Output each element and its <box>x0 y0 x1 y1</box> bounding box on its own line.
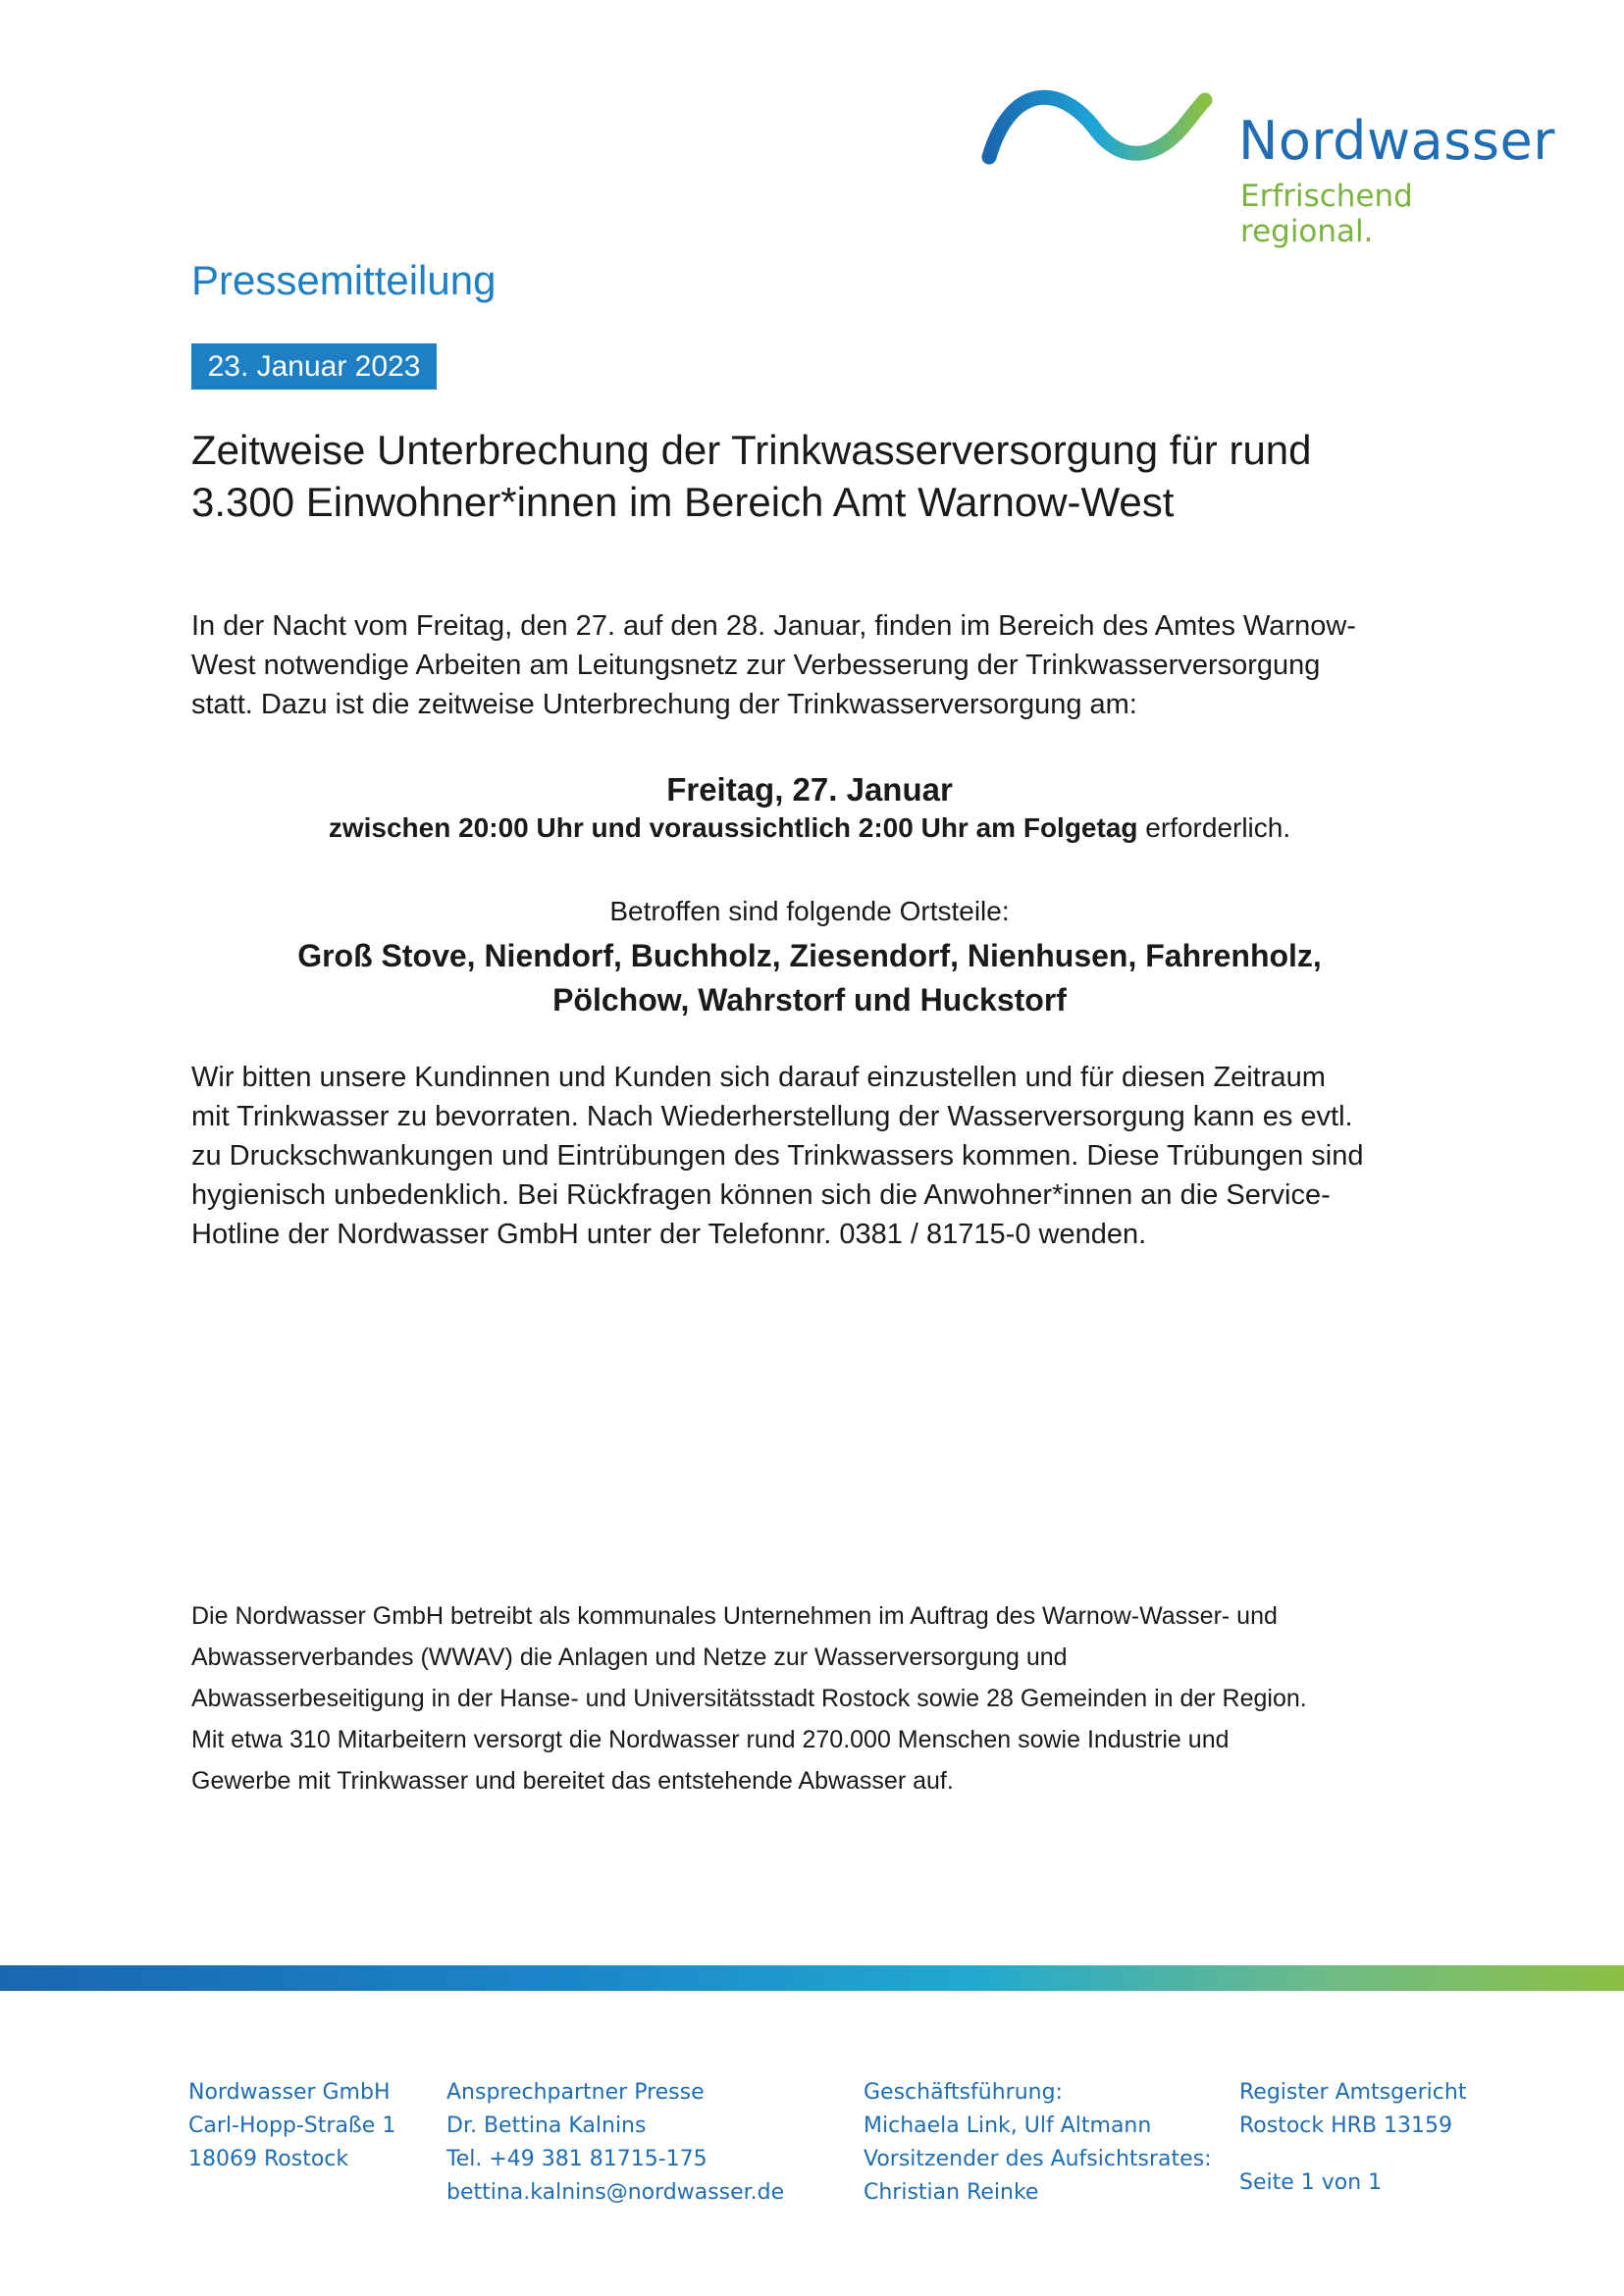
wave-logo-icon <box>981 88 1217 177</box>
interruption-time-rest: erforderlich. <box>1137 812 1291 843</box>
notice-line: mit Trinkwasser zu bevorraten. Nach Wiederherstellung der Wasserversorgung kann es evtl. <box>191 1101 1353 1132</box>
company-info-line: Abwasserbeseitigung in der Hanse- und Universitätsstadt Rostock sowie 28 Gemeinden in der Region. <box>191 1685 1307 1712</box>
footer-line: Dr. Bettina Kalnins <box>446 2113 647 2138</box>
footer-line: Tel. +49 381 81715-175 <box>446 2147 707 2171</box>
notice-line: Wir bitten unsere Kundinnen und Kunden sich darauf einzustellen und für diesen Zeitraum <box>191 1062 1326 1093</box>
intro-line: West notwendige Arbeiten am Leitungsnetz zur Verbesserung der Trinkwasserversorgung <box>191 650 1321 681</box>
intro-line: In der Nacht vom Freitag, den 27. auf den 28. Januar, finden im Bereich des Amtes Warnow- <box>191 610 1356 642</box>
affected-places <box>191 934 1428 1022</box>
brand-name: Nordwasser <box>1238 110 1555 172</box>
company-info-line: Die Nordwasser GmbH betreibt als kommunales Unternehmen im Auftrag des Warnow-Wasser- und <box>191 1602 1278 1630</box>
headline-line: 3.300 Einwohner*innen im Bereich Amt Warnow-West <box>191 479 1175 525</box>
footer-gradient-bar <box>0 1965 1624 1991</box>
footer-email-link[interactable]: bettina.kalnins@nordwasser.de <box>446 2180 785 2205</box>
footer-line: Register Amtsgericht <box>1239 2080 1467 2105</box>
places-line: Groß Stove, Niendorf, Buchholz, Ziesendorf, Nienhusen, Fahrenholz, <box>297 938 1322 973</box>
company-info-line: Mit etwa 310 Mitarbeitern versorgt die Nordwasser rund 270.000 Menschen sowie Industrie und <box>191 1726 1230 1753</box>
affected-label: Betroffen sind folgende Ortsteile: <box>609 896 1010 926</box>
footer-line: Vorsitzender des Aufsichtsrates: <box>864 2147 1212 2171</box>
notice-line: zu Druckschwankungen und Eintrübungen des Trinkwassers kommen. Diese Trübungen sind <box>191 1140 1364 1172</box>
intro-paragraph <box>191 606 1447 724</box>
footer-line: Carl-Hopp-Straße 1 <box>188 2113 396 2138</box>
document-type: Pressemitteilung <box>191 257 497 303</box>
notice-line: Hotline der Nordwasser GmbH unter der Telefonnr. 0381 / 81715-0 wenden. <box>191 1219 1147 1250</box>
notice-paragraph <box>191 1058 1447 1254</box>
company-info-line: Abwasserverbandes (WWAV) die Anlagen und Netze zur Wasserversorgung und <box>191 1644 1068 1671</box>
footer-register <box>1239 2076 1466 2200</box>
brand-slogan: Erfrischend regional. <box>1240 179 1413 249</box>
footer-press-contact <box>446 2076 784 2210</box>
intro-line: statt. Dazu ist die zeitweise Unterbrechung der Trinkwasserversorgung am: <box>191 689 1137 720</box>
footer-line: Rostock HRB 13159 <box>1239 2113 1453 2138</box>
footer-line: Geschäftsführung: <box>864 2080 1063 2105</box>
interruption-time <box>191 812 1428 844</box>
company-info-line: Gewerbe mit Trinkwasser und bereitet das entstehende Abwasser auf. <box>191 1767 954 1795</box>
interruption-time-bold: zwischen 20:00 Uhr und voraussichtlich 2:00 Uhr am Folgetag <box>328 812 1138 843</box>
places-line: Pölchow, Wahrstorf und Huckstorf <box>552 982 1067 1018</box>
page-number: Seite 1 von 1 <box>1239 2170 1383 2195</box>
footer-line: Ansprechpartner Presse <box>446 2080 705 2105</box>
footer-line: Nordwasser GmbH <box>188 2080 391 2105</box>
nordwasser-logo <box>981 88 1555 249</box>
footer-line: Christian Reinke <box>864 2180 1039 2205</box>
interruption-day: Freitag, 27. Januar <box>666 771 953 808</box>
company-info-paragraph <box>191 1595 1467 1801</box>
date-badge: 23. Januar 2023 <box>191 343 437 390</box>
footer-line: 18069 Rostock <box>188 2147 349 2171</box>
footer-management <box>864 2076 1212 2210</box>
footer-address <box>188 2076 395 2176</box>
headline <box>191 424 1467 528</box>
headline-line: Zeitweise Unterbrechung der Trinkwasserversorgung für rund <box>191 427 1312 473</box>
notice-line: hygienisch unbedenklich. Bei Rückfragen können sich die Anwohner*innen an die Service- <box>191 1179 1331 1211</box>
footer-line: Michaela Link, Ulf Altmann <box>864 2113 1152 2138</box>
